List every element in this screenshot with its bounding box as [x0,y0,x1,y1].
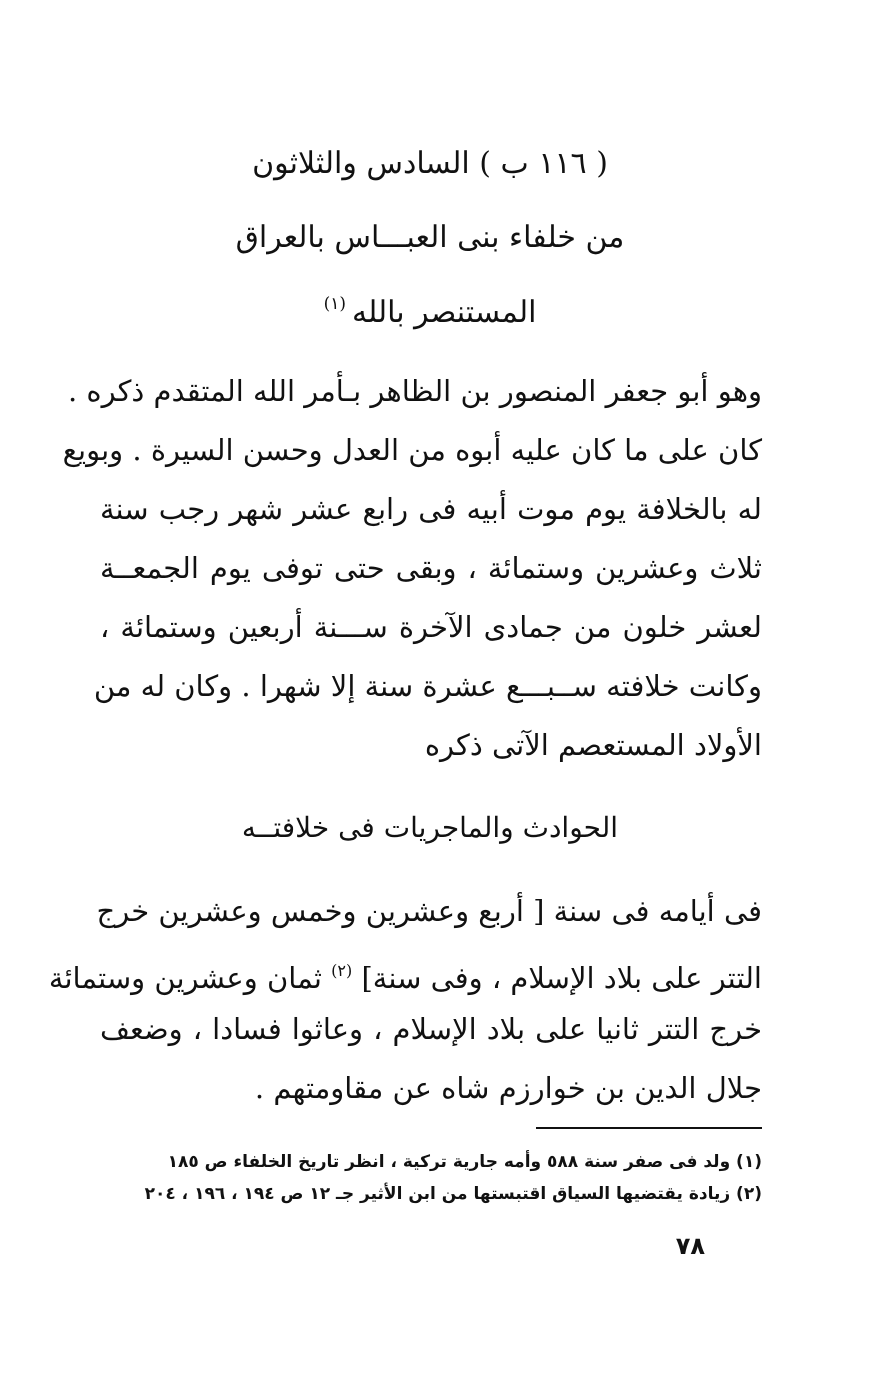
paragraph-line: كان على ما كان عليه أبوه من العدل وحسن السيرة . وبويع [62,433,762,467]
footnote-2: (٢) زيادة يقتضيها السياق اقتبستها من ابن الأثير جـ ١٢ ص ١٩٤ ، ١٩٦ ، ٢٠٤ [144,1184,762,1204]
chapter-heading-line-1: ( ١١٦ ب ) السادس والثلاثون [252,146,608,181]
paragraph-line: الأولاد المستعصم الآتى ذكره [424,728,762,762]
events-paragraph [48,882,762,1118]
footnotes [142,1146,762,1210]
chapter-heading-line-3 [100,282,760,335]
paragraph-line: وكانت خلافته ســبـــع عشرة سنة إلا شهرا . وكان له من [93,669,762,703]
paragraph-line: لعشر خلون من جمادى الآخرة ســـنة أربعين وستمائة ، [100,610,762,644]
footnote-1: (١) ولد فى صفر سنة ٥٨٨ وأمه جارية تركية ، انظر تاريخ الخلفاء ص ١٨٥ [167,1152,762,1172]
paragraph-line: جلال الدين بن خوارزم شاه عن مقاومتهم . [254,1071,762,1105]
paragraph-line-part: التتر على بلاد الإسلام ، وفى سنة] [361,961,762,995]
page-number: ٧٨ [675,1232,705,1260]
paragraph-line: فى أيامه فى سنة [ أربع وعشرين وخمس وعشرين خرج [96,894,762,928]
chapter-heading-line-2: من خلفاء بنى العبـــاس بالعراق [235,220,625,255]
biography-paragraph [62,362,762,775]
footnote-ref-1[interactable]: (١) [323,294,346,314]
caliph-name: المستنصر بالله [351,295,537,330]
section-subheading: الحوادث والماجريات فى خلافتــه [241,811,619,844]
footnote-divider [536,1127,762,1129]
paragraph-line [48,941,762,1000]
paragraph-line: خرج التتر ثانيا على بلاد الإسلام ، وعاثوا فسادا ، وضعف [100,1012,762,1046]
footnote-ref-2[interactable]: (٢) [331,961,353,980]
paragraph-line-part: ثمان وعشرين وستمائة [48,961,322,995]
paragraph-line: له بالخلافة يوم موت أبيه فى رابع عشر شهر رجب سنة [100,492,762,526]
paragraph-line: وهو أبو جعفر المنصور بن الظاهر بـأمر الله المتقدم ذكره . [67,374,762,408]
paragraph-line: ثلاث وعشرين وستمائة ، وبقى حتى توفى يوم الجمعــة [100,551,762,585]
